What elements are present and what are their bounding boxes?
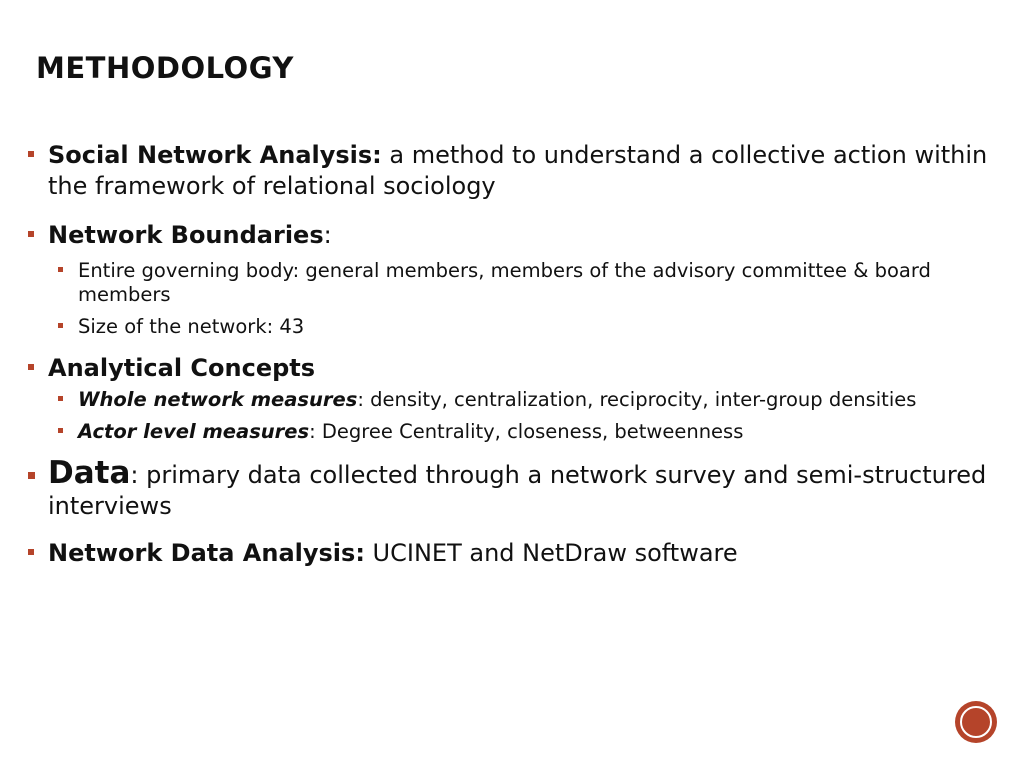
page-title: METHODOLOGY [36, 51, 294, 85]
bullet-data [28, 455, 988, 522]
bullet-marker-icon [28, 472, 35, 479]
sub-bullet-whole-network [58, 388, 988, 412]
bullet-text: UCINET and NetDraw software [364, 539, 738, 567]
sub-bullet-text: : Degree Centrality, closeness, betweenness [309, 420, 744, 443]
sub-bullet-text: : density, centralization, reciprocity, inter-group densities [357, 388, 917, 411]
sub-bullet-marker-icon [58, 267, 63, 272]
bullet-term: Data [48, 455, 131, 491]
sub-bullet-marker-icon [58, 396, 63, 401]
sub-bullet-marker-icon [58, 323, 63, 328]
sub-bullet-text: Size of the network: 43 [78, 315, 305, 338]
bullet-text: a method to understand a collective action within the framework of relational sociology [48, 141, 988, 200]
bullet-term: Network Data Analysis: [48, 539, 365, 567]
sub-bullet-network-size [58, 315, 988, 339]
sub-bullet-term: Whole network measures [78, 388, 358, 411]
bullet-list [28, 140, 988, 569]
bullet-text: : primary data collected through a network survey and semi-structured interviews [48, 461, 987, 520]
bullet-analytical-concepts [28, 353, 988, 384]
sublist-analytical-concepts [58, 388, 988, 444]
bullet-term: Analytical Concepts [48, 354, 316, 382]
bullet-marker-icon [28, 549, 34, 555]
bullet-term: Social Network Analysis: [48, 141, 382, 169]
bullet-network-data-analysis [28, 538, 988, 569]
sub-bullet-marker-icon [58, 428, 63, 433]
bullet-marker-icon [28, 231, 34, 237]
bullet-marker-icon [28, 364, 34, 370]
bullet-network-boundaries [28, 220, 988, 251]
bullet-social-network-analysis [28, 140, 988, 202]
sublist-network-boundaries [58, 259, 988, 339]
sub-bullet-term: Actor level measures [78, 420, 310, 443]
sub-bullet-actor-level [58, 420, 988, 444]
sub-bullet-text: Entire governing body: general members, members of the advisory committee & board members [78, 259, 931, 306]
sub-bullet-governing-body [58, 259, 988, 307]
circle-logo-icon [955, 701, 997, 743]
bullet-term: Network Boundaries [48, 221, 324, 249]
bullet-marker-icon [28, 151, 34, 157]
bullet-text: : [323, 221, 332, 249]
